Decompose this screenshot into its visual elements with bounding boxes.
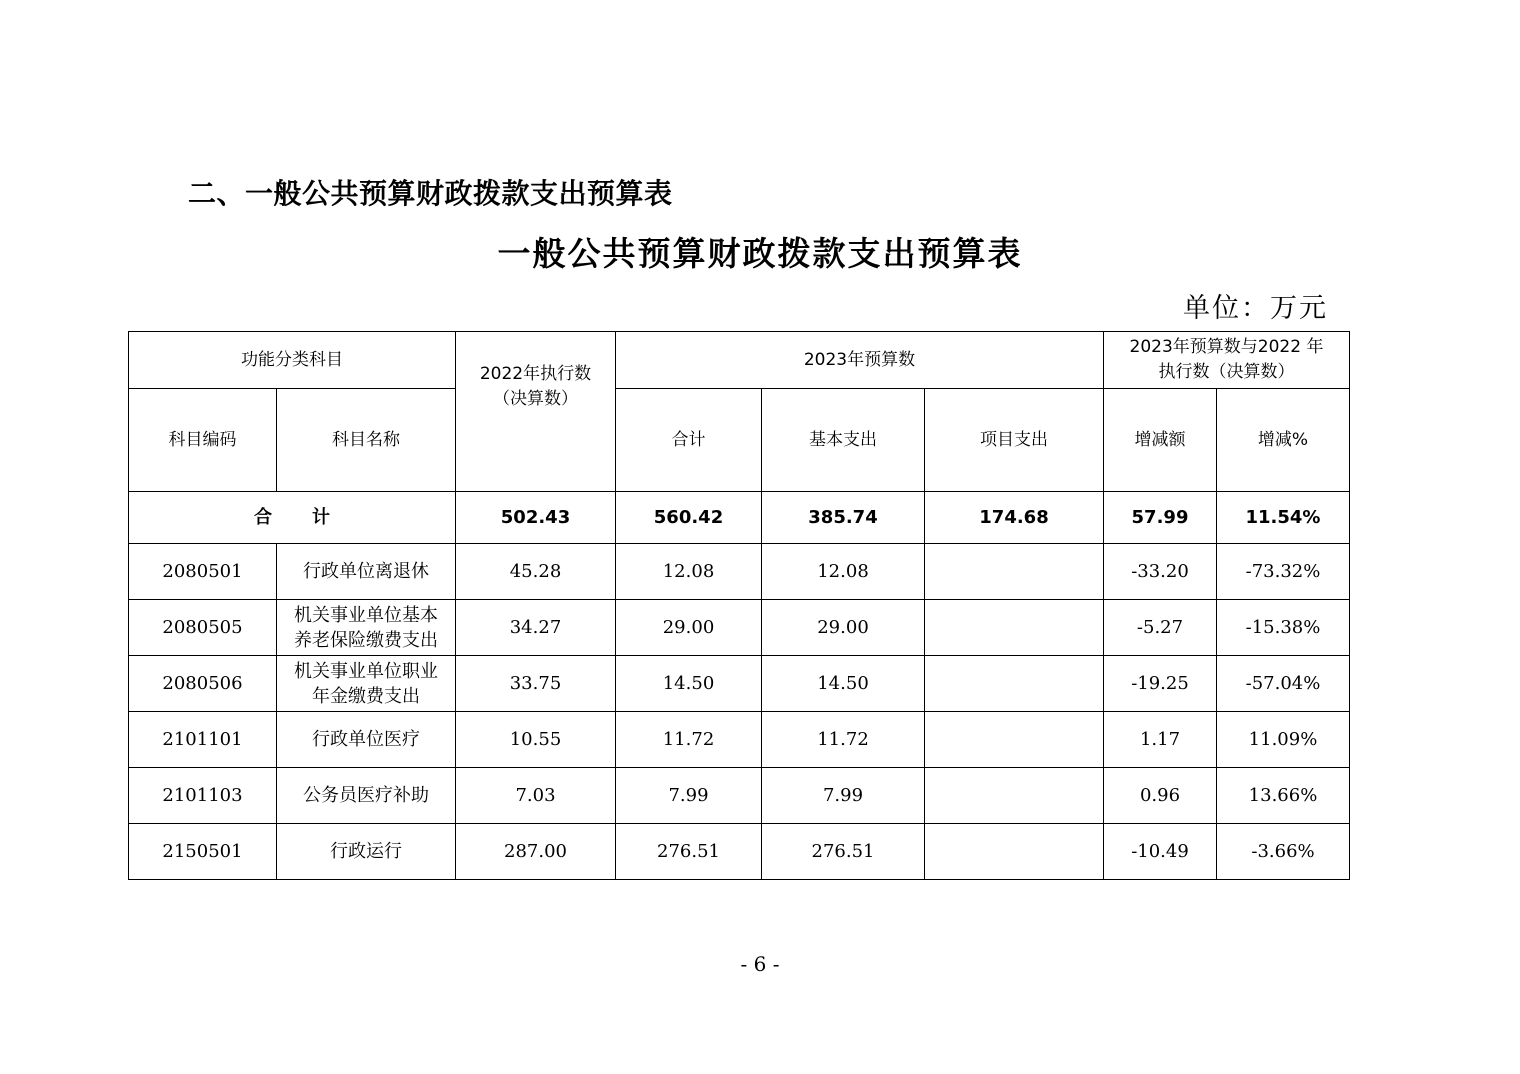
row-change-amount: -10.49 <box>1104 824 1217 880</box>
header-budget-2023: 2023年预算数 <box>616 332 1104 389</box>
row-name-line1: 行政运行 <box>330 841 402 862</box>
row-code: 2080506 <box>129 656 277 712</box>
row-name <box>277 824 456 880</box>
header-subject-code: 科目编码 <box>129 389 277 492</box>
header-functional-category: 功能分类科目 <box>129 332 456 389</box>
row-name <box>277 712 456 768</box>
header-comparison-line1: 2023年预算数与2022 年 <box>1129 337 1324 357</box>
row-execution-2022: 7.03 <box>456 768 616 824</box>
header-execution-2022-line2: （决算数） <box>493 388 578 409</box>
row-change-amount: 1.17 <box>1104 712 1217 768</box>
row-basic: 11.72 <box>762 712 925 768</box>
row-name-line1: 公务员医疗补助 <box>303 785 429 806</box>
header-change-amount: 增减额 <box>1104 389 1217 492</box>
total-subtotal: 560.42 <box>616 492 762 544</box>
row-name-line1: 机关事业单位职业 <box>294 660 438 682</box>
table-row <box>129 712 1350 768</box>
row-subtotal: 29.00 <box>616 600 762 656</box>
row-change-percent: 13.66% <box>1217 768 1350 824</box>
row-name-line1: 机关事业单位基本 <box>294 604 438 626</box>
row-subtotal: 276.51 <box>616 824 762 880</box>
section-heading: 二、一般公共预算财政拨款支出预算表 <box>188 177 673 210</box>
row-project <box>925 656 1104 712</box>
row-name-line1: 行政单位医疗 <box>312 729 420 750</box>
row-execution-2022: 10.55 <box>456 712 616 768</box>
row-name <box>277 600 456 656</box>
row-basic: 14.50 <box>762 656 925 712</box>
row-project <box>925 544 1104 600</box>
row-project <box>925 712 1104 768</box>
row-subtotal: 14.50 <box>616 656 762 712</box>
row-change-percent: 11.09% <box>1217 712 1350 768</box>
table-row <box>129 768 1350 824</box>
total-row <box>129 492 1350 544</box>
row-code: 2101101 <box>129 712 277 768</box>
page-number: - 6 - <box>740 952 780 976</box>
unit-label: 单位：万元 <box>1183 293 1328 324</box>
header-comparison-line2: 执行数（决算数） <box>1158 362 1295 382</box>
row-change-amount: -19.25 <box>1104 656 1217 712</box>
table-row <box>129 600 1350 656</box>
row-execution-2022: 33.75 <box>456 656 616 712</box>
header-execution-2022 <box>456 332 616 492</box>
row-basic: 29.00 <box>762 600 925 656</box>
header-subtotal: 合计 <box>616 389 762 492</box>
total-basic: 385.74 <box>762 492 925 544</box>
row-execution-2022: 287.00 <box>456 824 616 880</box>
row-name <box>277 768 456 824</box>
row-subtotal: 12.08 <box>616 544 762 600</box>
header-basic-expenditure: 基本支出 <box>762 389 925 492</box>
row-project <box>925 768 1104 824</box>
row-basic: 276.51 <box>762 824 925 880</box>
row-name <box>277 544 456 600</box>
total-label: 合计 <box>129 492 456 544</box>
table-title: 一般公共预算财政拨款支出预算表 <box>497 234 1023 273</box>
row-project <box>925 824 1104 880</box>
header-project-expenditure: 项目支出 <box>925 389 1104 492</box>
row-code: 2080505 <box>129 600 277 656</box>
row-basic: 12.08 <box>762 544 925 600</box>
table-row <box>129 824 1350 880</box>
row-name-line2: 年金缴费支出 <box>312 685 420 707</box>
row-change-percent: -73.32% <box>1217 544 1350 600</box>
header-subject-name: 科目名称 <box>277 389 456 492</box>
total-execution-2022: 502.43 <box>456 492 616 544</box>
row-subtotal: 7.99 <box>616 768 762 824</box>
row-change-amount: -5.27 <box>1104 600 1217 656</box>
table-row <box>129 656 1350 712</box>
row-code: 2080501 <box>129 544 277 600</box>
row-change-percent: -15.38% <box>1217 600 1350 656</box>
row-basic: 7.99 <box>762 768 925 824</box>
row-project <box>925 600 1104 656</box>
row-execution-2022: 34.27 <box>456 600 616 656</box>
row-name-line1: 行政单位离退休 <box>303 561 429 582</box>
total-change-percent: 11.54% <box>1217 492 1350 544</box>
row-change-amount: -33.20 <box>1104 544 1217 600</box>
total-change-amount: 57.99 <box>1104 492 1217 544</box>
row-code: 2101103 <box>129 768 277 824</box>
total-project: 174.68 <box>925 492 1104 544</box>
row-name-line2: 养老保险缴费支出 <box>294 629 438 651</box>
row-change-percent: -57.04% <box>1217 656 1350 712</box>
row-execution-2022: 45.28 <box>456 544 616 600</box>
row-change-amount: 0.96 <box>1104 768 1217 824</box>
header-comparison <box>1104 332 1350 389</box>
row-name <box>277 656 456 712</box>
row-subtotal: 11.72 <box>616 712 762 768</box>
table-row <box>129 544 1350 600</box>
header-change-percent: 增减% <box>1217 389 1350 492</box>
budget-table <box>128 331 1350 880</box>
row-change-percent: -3.66% <box>1217 824 1350 880</box>
row-code: 2150501 <box>129 824 277 880</box>
header-execution-2022-line1: 2022年执行数 <box>479 363 592 384</box>
